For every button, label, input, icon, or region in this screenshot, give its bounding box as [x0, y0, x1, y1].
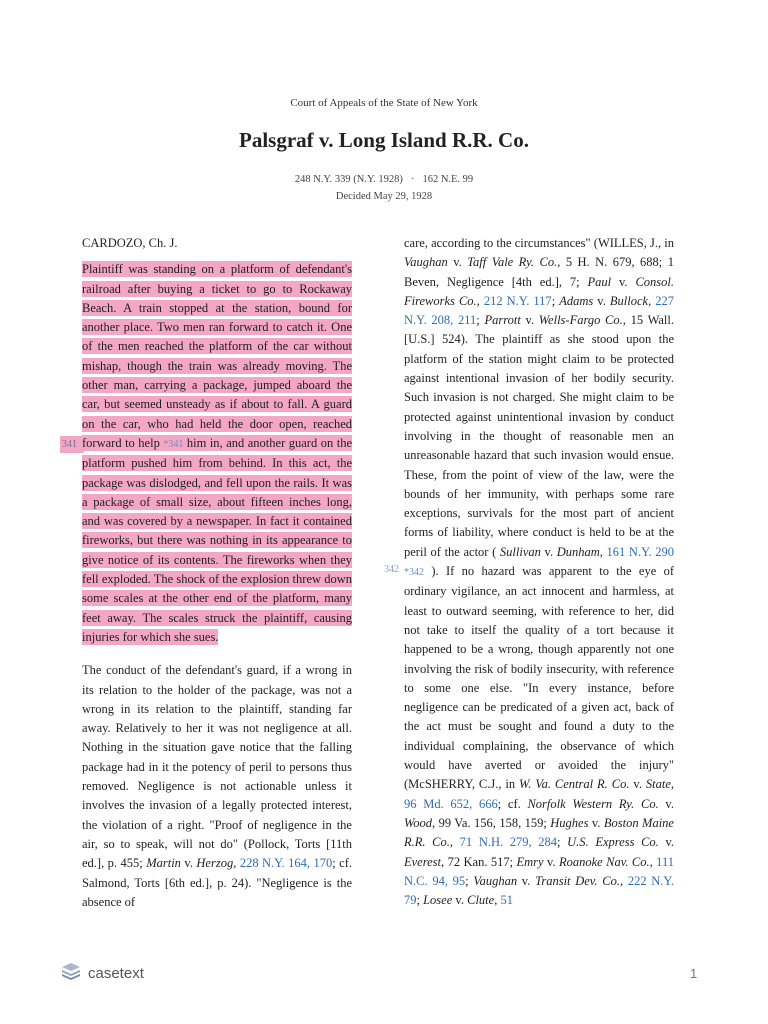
case-name: Norfolk Western Ry. Co.	[527, 796, 659, 811]
case-name: W. Va. Central R. Co.	[519, 777, 630, 792]
text-run: v.	[447, 255, 468, 270]
brand-name: casetext	[88, 965, 144, 982]
text-run: v.	[611, 274, 636, 289]
text-run: v.	[452, 893, 468, 908]
text-run: ;	[557, 835, 568, 850]
case-name: Wood,	[404, 815, 436, 830]
paragraph-continued	[404, 234, 674, 910]
case-name: Transit Dev. Co.,	[535, 873, 624, 888]
text-run: v.	[517, 873, 536, 888]
case-name: Consol. Fireworks Co.,	[404, 274, 674, 308]
opinion-author: CARDOZO, Ch. J.	[82, 236, 178, 250]
page-marker-342[interactable]: 342	[384, 564, 399, 575]
court-name: Court of Appeals of the State of New York	[290, 97, 478, 109]
text-run: ;	[416, 893, 424, 908]
star-page-342[interactable]: *342	[404, 567, 424, 579]
text-run: him in, and another guard on the platform pushed him from behind. In this act, the package was dislodged, and fell upon the rails. It was a package of small size, about fifteen inches long, and was covered by a newspaper. In fact it contained fireworks, but there was nothing in its appearance to give notice of its contents. The fireworks when they fell exploded. The shock of the explosion threw down some scales at the other end of the platform, many feet away. The scales struck the plaintiff, causing injuries for which she sues.	[82, 435, 353, 644]
page-marker-341[interactable]: 341	[60, 436, 84, 453]
decided-date: Decided May 29, 1928	[335, 191, 433, 202]
case-name: Dunham,	[556, 544, 603, 559]
citation-link[interactable]: 96 Md. 652, 666	[404, 796, 498, 811]
citation-link[interactable]: 227 N.Y. 208, 211	[404, 293, 675, 328]
citation-line	[0, 174, 768, 185]
casetext-logo[interactable]	[60, 961, 144, 986]
text-run: v.	[540, 544, 557, 559]
star-page-341[interactable]: *341	[163, 438, 184, 450]
case-name: Adams	[559, 293, 594, 308]
text-run: ;	[476, 313, 485, 328]
citation-link[interactable]: 51	[500, 893, 513, 908]
case-name: Clute,	[467, 893, 498, 908]
case-name: Paul	[587, 274, 612, 289]
text-run: v.	[629, 777, 646, 792]
text-run: care, according to the circumstances" (WILLES, J., in	[404, 236, 674, 250]
case-name: Wells-Fargo Co.,	[538, 313, 626, 328]
casetext-stack-icon	[60, 961, 82, 986]
page-number: 1	[690, 966, 698, 981]
text-run: v.	[588, 815, 604, 830]
case-name: Vaughan	[404, 255, 448, 270]
text-run: The conduct of the defendant's guard, if a wrong in its relation to the holder of the package, was not a wrong in its relation to the plaintiff, standing far away. Relatively to her it was not negligence at all. Nothing in the situation gave notice that the falling package had in it the potency of peril to persons thus removed. Negligence is not actionable unless it involves the invasion of a legally protected interest, the violation of a right. "Proof of negligence in the air, so to speak, will not do" (Pollock, Torts [11th ed.], p. 455;	[82, 663, 352, 871]
case-name: Emry	[516, 854, 544, 869]
text-run: ;	[465, 873, 474, 888]
case-name: Roanoke Nav. Co.,	[559, 854, 653, 869]
case-name: Boston Maine R.R. Co.,	[404, 815, 674, 850]
citation-ne: 162 N.E. 99	[422, 174, 474, 185]
text-run: ;	[551, 293, 560, 308]
text-run: ). If no hazard was apparent to the eye of ordinary vigilance, an act innocent and harmless, at least to outward seeming, with reference to her, did not take to itself the quality of a tort because it happened to be a wrong, though apparently not one involving the risk of bodily insecurity, with reference to some one else. "In every instance, before negligence can be predicated of a given act, back of the act must be sought and found a duty to the individual complaining, the observance of which would have averted or avoided the injury" (McSHERRY, C.J., in	[404, 564, 674, 792]
text-run: 5 H. N. 679, 688; 1 Beven, Negligence [4th ed.], 7;	[404, 255, 674, 289]
paragraph-facts	[82, 260, 352, 647]
text-run: v.	[180, 856, 197, 871]
text-run: 72 Kan. 517;	[444, 854, 517, 869]
text-run: ; cf.	[497, 796, 528, 811]
citation-link[interactable]: 111 N.C. 94, 95	[404, 854, 674, 888]
citation-link[interactable]: 71 N.H. 279, 284	[459, 835, 558, 850]
text-run: 99 Va. 156, 158, 159;	[435, 815, 551, 830]
case-name: U.S. Express Co.	[567, 835, 659, 850]
citation-link[interactable]: 228 N.Y. 164, 170	[239, 856, 333, 871]
case-name: Taff Vale Ry. Co.,	[467, 255, 561, 270]
right-column	[404, 234, 674, 910]
case-name: Bullock,	[609, 293, 652, 308]
citation-separator: ·	[410, 174, 415, 185]
paragraph-analysis	[82, 661, 352, 912]
case-name: Sullivan	[499, 544, 541, 559]
case-name: Losee	[423, 893, 453, 908]
text-run: v.	[520, 313, 539, 328]
text-run: v.	[593, 293, 610, 308]
text-run: ; cf. Salmond, Torts [6th ed.], p. 24). "Negligence is the absence of	[82, 856, 353, 909]
case-name: Martin	[146, 856, 181, 871]
left-column	[82, 234, 352, 912]
citation-link[interactable]: 222 N.Y. 79	[404, 873, 674, 908]
text-run: Plaintiff was standing on a platform of defendant's railroad after buying a ticket to go to Rockaway Beach. A train stopped at the station, bound for another place. Two men ran forward to catch it. One of the men reached the platform of the car without mishap, though the train was already moving. The other man, carrying a package, jumped aboard the car, but seemed unsteady as if about to fall. A guard on the car, who had held the door open, reached forward to help	[82, 262, 352, 450]
citation-link[interactable]: 161 N.Y. 290	[606, 544, 675, 559]
case-name: Vaughan	[473, 873, 518, 888]
citation-ny: 248 N.Y. 339 (N.Y. 1928)	[294, 174, 403, 185]
text-run: 15 Wall. [U.S.] 524). The plaintiff as she stood upon the platform of the station might claim to be protected against intentional invasion of her bodily security. Such invasion is not charged. She might claim to be protected against unintentional invasion by conduct involving in the thought of reasonable men an unreasonable hazard that such invasion would ensue. These, from the point of view of the law, were the bounds of her immunity, with perhaps some rare exceptions, survivals for the most part of ancient forms of liability, where conduct is held to be at the peril of the actor (	[404, 313, 674, 559]
text-run: v.	[658, 796, 674, 811]
case-name: State,	[645, 777, 674, 792]
case-name: Everest,	[404, 854, 445, 869]
highlighted-text[interactable]	[82, 261, 352, 645]
text-run: v.	[543, 854, 559, 869]
citation-link[interactable]: 212 N.Y. 117	[483, 293, 552, 308]
case-name: Hughes	[550, 815, 589, 830]
text-run: v.	[658, 835, 675, 850]
case-name: Parrott	[484, 313, 521, 328]
case-name: Herzog,	[196, 856, 237, 871]
case-title: Palsgraf v. Long Island R.R. Co.	[239, 128, 529, 152]
